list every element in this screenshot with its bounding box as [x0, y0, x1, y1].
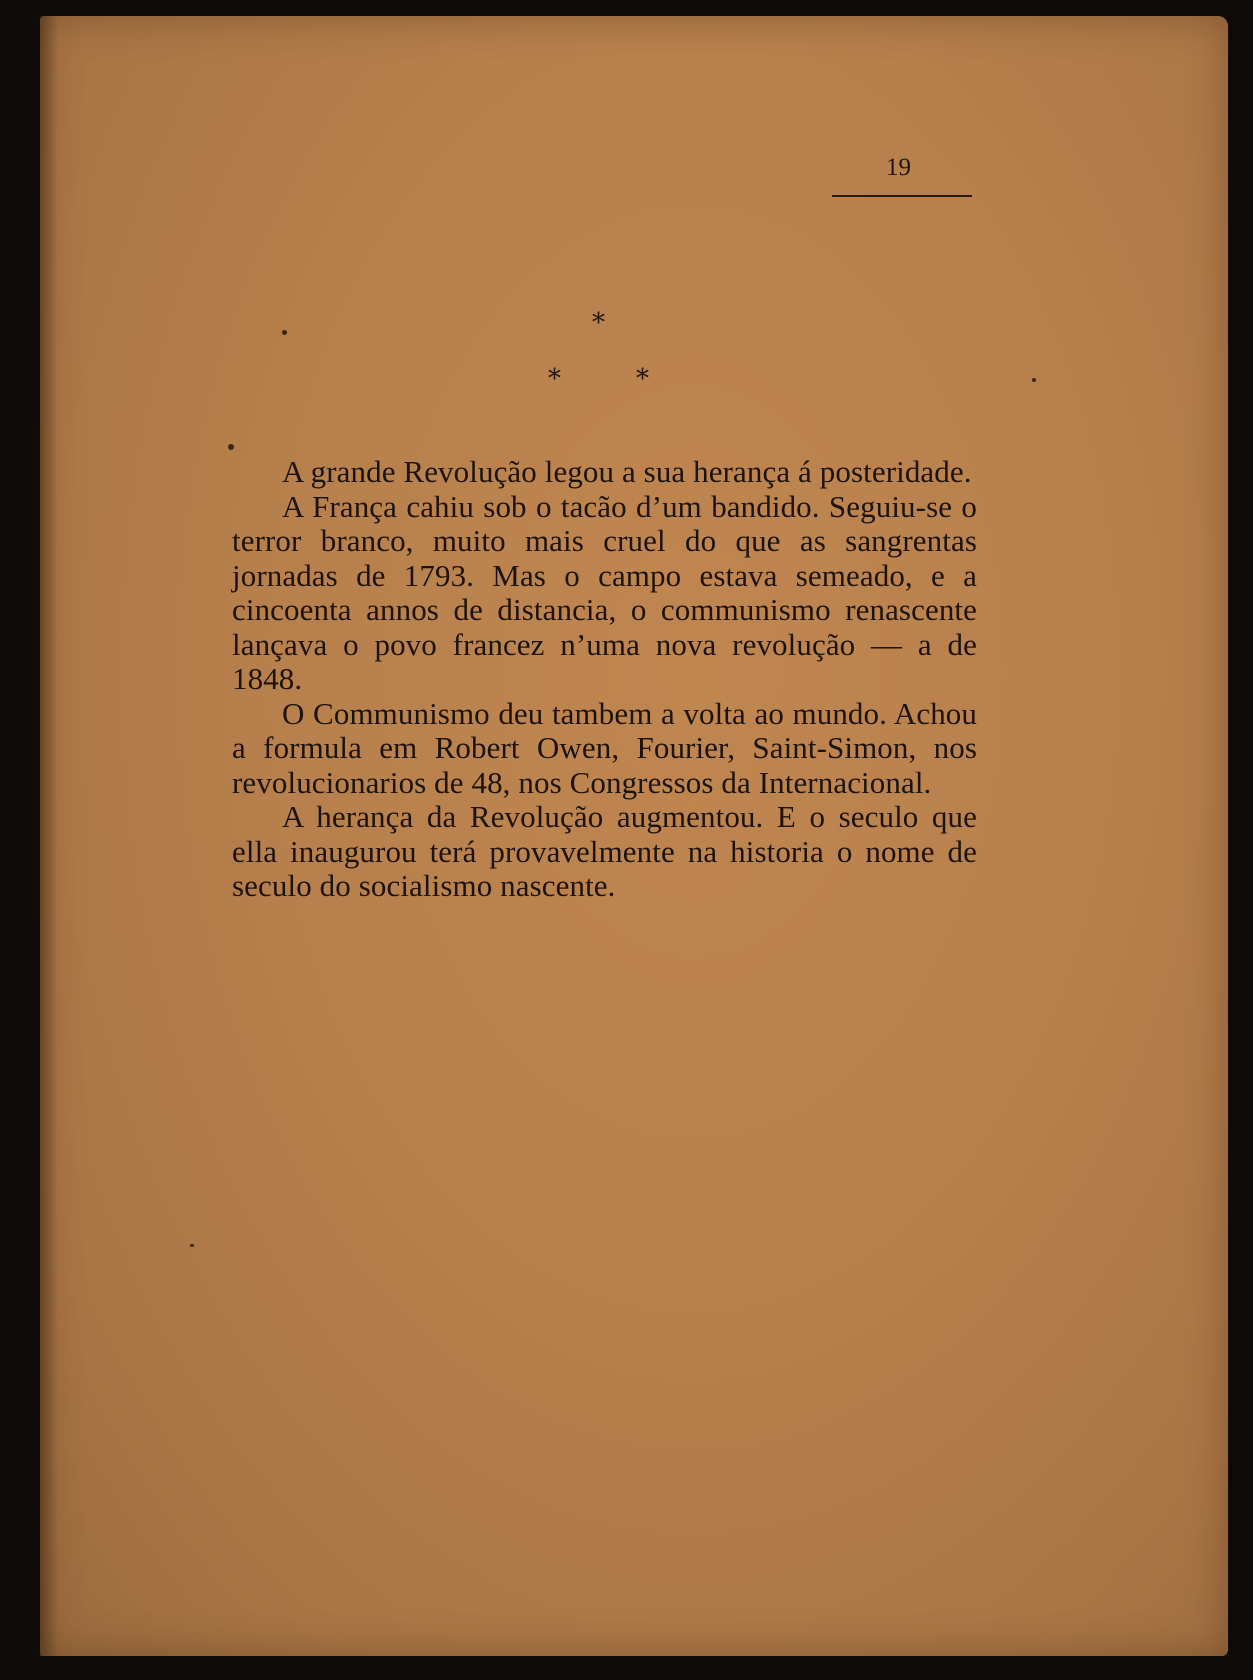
page-number: 19 — [886, 154, 911, 181]
paper-speck — [228, 444, 234, 450]
paper-speck — [282, 330, 287, 335]
page-number-rule — [832, 195, 972, 197]
section-break-left-asterisk: * — [548, 364, 561, 394]
paragraph-4: A herança da Revolução augmentou. E o seculo que ella inaugurou terá provavelmente na historia o nome de seculo do socialismo nascente. — [232, 799, 977, 903]
section-break-right-asterisk: * — [636, 364, 649, 394]
body-text — [232, 455, 977, 904]
paper-speck — [1032, 378, 1036, 382]
paragraph-2: A França cahiu sob o tacão d’um bandido. Seguiu-se o terror branco, muito mais cruel do que as sangrentas jornadas de 1793. Mas o campo estava semeado, e a cincoenta annos de distancia, o communismo renascente lançava o povo francez n’uma nova revolução — a de 1848. — [232, 488, 977, 696]
paragraph-1: A grande Revolução legou a sua herança á posteridade. — [282, 454, 972, 489]
paragraph-3: O Communismo deu tambem a volta ao mundo. Achou a formula em Robert Owen, Fourier, Saint-Simon, nos revolucionarios de 48, nos Congressos da Internacional. — [232, 695, 977, 800]
paper-speck — [190, 1244, 194, 1247]
section-break-top-asterisk: * — [592, 308, 605, 338]
